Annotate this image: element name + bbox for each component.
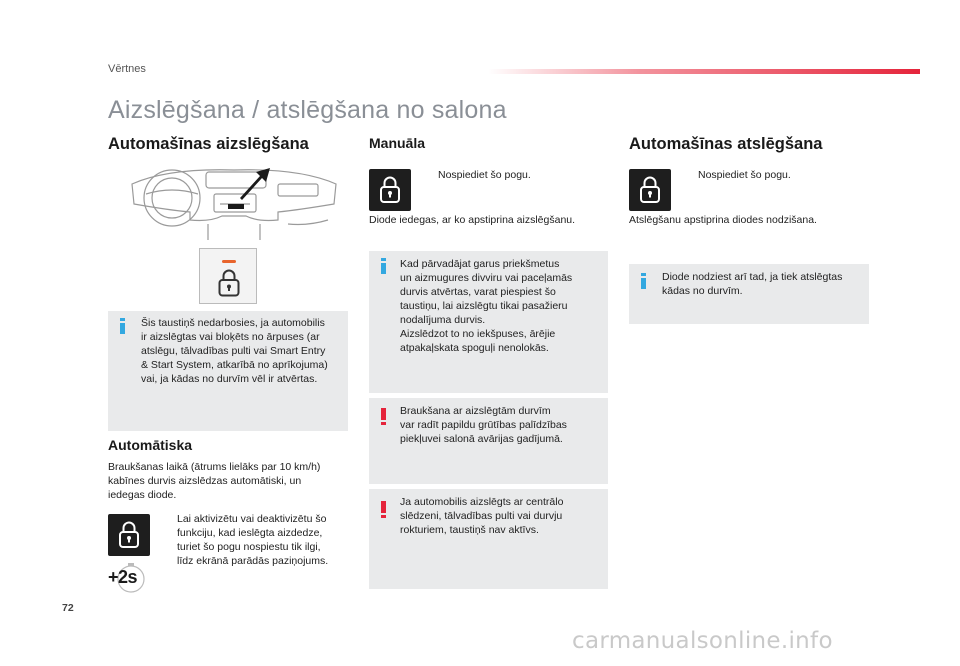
text-line: līdz ekrānā parādās paziņojums. [177,555,329,567]
text-line: iedegas diode. [108,489,177,501]
padlock-icon [108,514,150,556]
info-note-button-inactive [108,311,348,431]
heading-locking: Automašīnas aizslēgšana [108,135,309,153]
dashboard-illustration [128,164,340,242]
note-line: kādas no durvīm. [662,285,743,297]
lock-button-illustration [199,248,257,304]
note-line: rokturiem, taustiņš nav aktīvs. [400,524,539,536]
warning-note-emergency-access [369,398,608,484]
note-line: slēdzeni, tālvadības pulti vai durvju [400,510,563,522]
page-number: 72 [62,602,74,614]
text-line: Lai aktivizētu vai deaktivizētu šo [177,513,327,525]
note-line: piekļuvei salonā avārijas gadījumā. [400,433,563,445]
automatic-description [108,460,348,502]
manual-result: Diode iedegas, ar ko apstiprina aizslēgšanu. [369,214,576,226]
padlock-icon [218,269,240,297]
padlock-icon [369,169,411,211]
automatic-instruction [177,512,347,568]
note-line: var radīt papildu grūtības palīdzības [400,419,567,431]
warning-note-button-inactive [369,489,608,589]
heading-unlocking: Automašīnas atslēgšana [629,135,823,153]
text-line: turiet šo pogu nospiestu tik ilgi, [177,541,321,553]
note-line: Diode nodziest arī tad, ja tiek atslēgtas [662,271,843,283]
timer-label: +2s [108,567,138,587]
led-indicator [222,260,236,263]
text-line: kabīnes durvis aizslēdzas automātiski, un [108,475,302,487]
unlock-button-icon [629,169,671,211]
info-icon [381,258,386,274]
note-line: Šis taustiņš nedarbosies, ja automobilis [141,317,325,329]
note-line: & Start System, atkarībā no aprīkojuma) [141,359,328,371]
section-label: Vērtnes [108,63,146,75]
note-line: durvis atvērtas, varat piespiest šo [400,286,556,298]
note-line: vai, ja kādas no durvīm vēl ir atvērtas. [141,373,318,385]
note-line: Ja automobilis aizslēgts ar centrālo [400,496,564,508]
unlock-instruction: Nospiediet šo pogu. [698,169,791,181]
watermark: carmanualsonline.info [572,628,833,654]
text-line: Braukšanas laikā (ātrums lielāks par 10 km/h) [108,461,321,473]
info-note-long-objects [369,251,608,393]
warning-icon [381,501,386,518]
page-title: Aizslēgšana / atslēgšana no salona [108,96,507,124]
note-line: Braukšana ar aizslēgtām durvīm [400,405,551,417]
note-line: Kad pārvadājat garus priekšmetus [400,258,560,270]
note-line: un aizmugures divviru vai paceļamās [400,272,573,284]
header-accent-bar [488,69,920,74]
warning-icon [381,408,386,425]
lock-button-icon [108,514,150,556]
heading-automatic: Automātiska [108,437,193,453]
heading-manual: Manuāla [369,135,426,151]
note-line: atslēgu, tālvadības pulti vai Smart Entry [141,345,326,357]
unlock-result: Atslēgšanu apstiprina diodes nodzišana. [629,214,817,226]
padlock-icon [629,169,671,211]
note-line: ir aizslēgtas vai bloķēts no ārpuses (ar [141,331,320,343]
hold-timer-icon [108,562,150,594]
note-line: atpakaļskata spoguļi nenolokās. [400,342,549,354]
note-line: nodalījuma durvis. [400,314,486,326]
note-line: taustiņu, lai aizslēgtu tikai pasažieru [400,300,568,312]
lock-button-icon [369,169,411,211]
info-icon [641,273,646,289]
info-note-led-off [629,264,869,324]
info-icon [120,318,125,334]
text-line: funkciju, kad ieslēgta aizdedze, [177,527,323,539]
note-line: Aizslēdzot to no iekšpuses, ārējie [400,328,556,340]
manual-instruction: Nospiediet šo pogu. [438,169,531,181]
